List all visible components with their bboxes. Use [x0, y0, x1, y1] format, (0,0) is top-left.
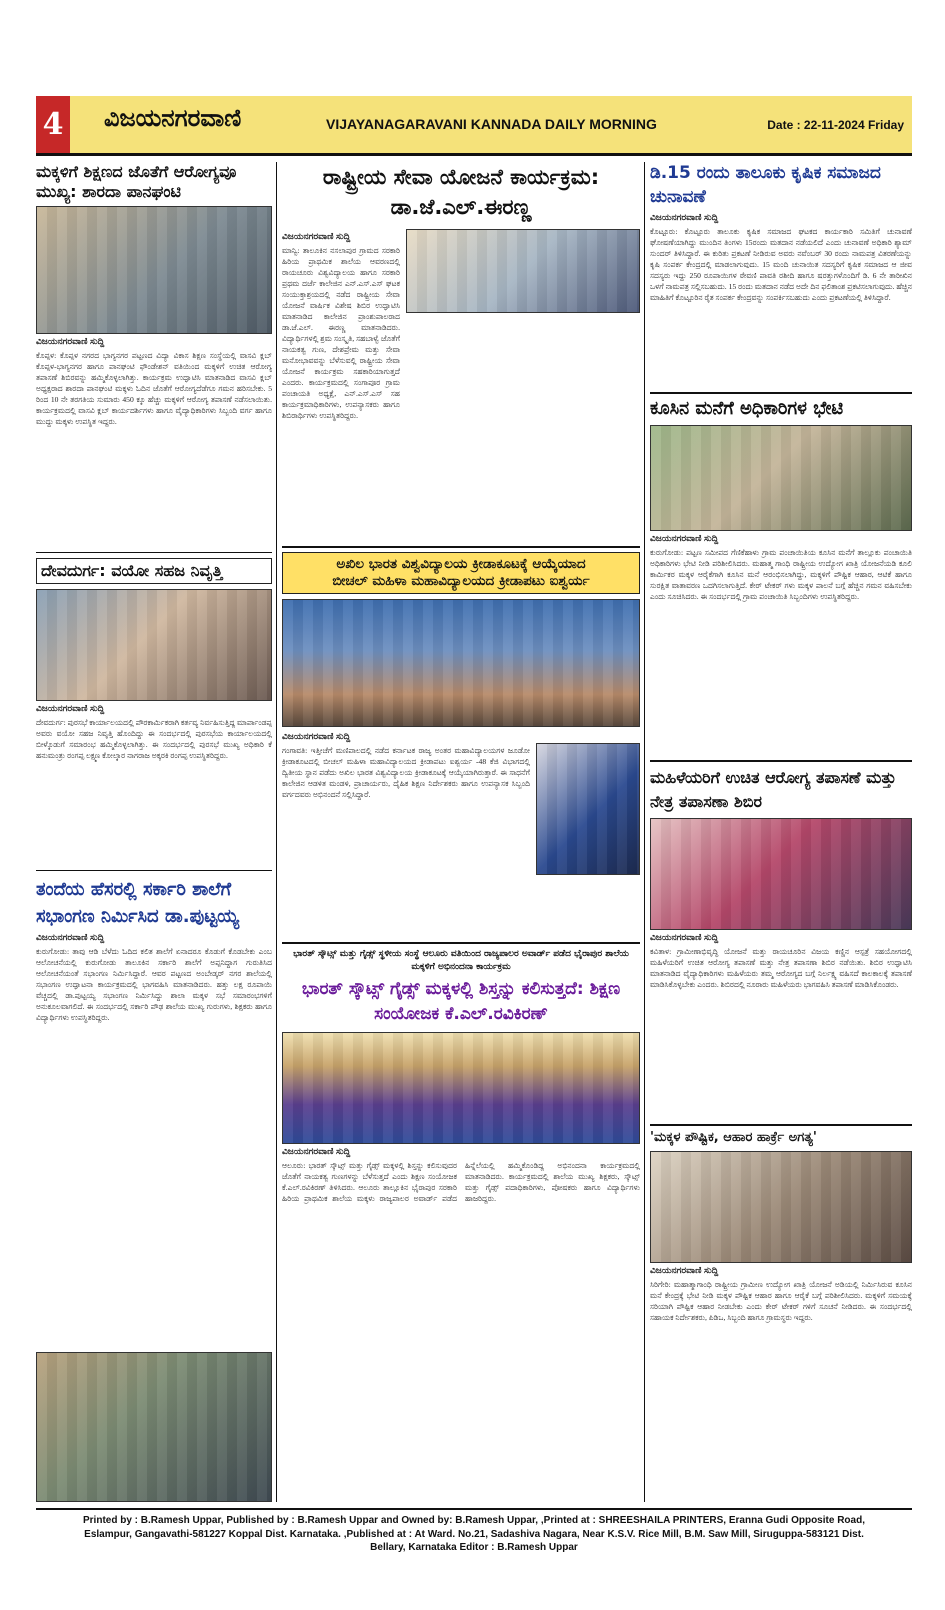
- article-body: ಸಿರಿಗೇರಿ: ಮಹಾತ್ಮಾಗಾಂಧಿ ರಾಷ್ಟ್ರೀಯ ಗ್ರಾಮೀಣ ಉದ್ಯೋಗ ಖಾತ್ರಿ ಯೋಜನೆ ಅಡಿಯಲ್ಲಿ ನಿರ್ಮಿಸಿರುವ ಕೂಸಿನ ಮನೆ ಕೇಂದ್ರಕ್ಕೆ ಭೇಟಿ ನೀಡಿ ಮಕ್ಕಳ ಪೌಷ್ಟಿಕ ಆಹಾರ ಹಾಗೂ ಆರೈಕೆ ಬಗ್ಗೆ ಪರಿಶೀಲಿಸಿದರು. ಮಕ್ಕಳಿಗೆ ಸಮಯಕ್ಕೆ ಸರಿಯಾಗಿ ಪೌಷ್ಟಿಕ ಆಹಾರ ನೀಡಬೇಕು ಎಂದು ಕೇರ್ ಟೇಕರ್ ಗಳಿಗೆ ಸೂಚನೆ ನೀಡಿದರು. ಈ ಸಂದರ್ಭದಲ್ಲಿ ಸಹಾಯಕ ನಿರ್ದೇಶಕರು, ಪಿಡಿಒ, ಸಿಬ್ಬಂದಿ ಹಾಗೂ ಗ್ರಾಮಸ್ಥರು ಇದ್ದರು.: [650, 1280, 912, 1323]
- article-byline: ವಿಜಯನಗರವಾಣಿ ಸುದ್ದಿ: [650, 532, 719, 543]
- article-body: ಕುರುಗೋಡು: ತಾವು ಆಡಿ ಬೆಳೆದು ಓದಿದ ಕಲಿತ ಶಾಲೆಗೆ ಏನಾದರೂ ಕೊಡುಗೆ ಕೊಡಬೇಕು ಎಂಬ ಆಲೋಚನೆಯಲ್ಲಿ ಕುರುಗೋಡು ತಾಲೂಕಿನ ಸರ್ಕಾರಿ ಶಾಲೆಗೆ ಅಪ್ಪನಿದ್ದಾಗ ಗುರುತಿಸಿದ ಆಲೋಚನೆಯಂತೆ ಸಭಾಂಗಣ ನಿರ್ಮಿಸಿದ್ದಾರೆ. ಆವರ ಪಟ್ಟಣದ ಅಂಬೇಡ್ಕರ್ ನಗರ ಶಾಲೆಯಲ್ಲಿ ಸಭಾಂಗಣ ಉದ್ಘಾಟನಾ ಕಾರ್ಯಕ್ರಮದಲ್ಲಿ ಭಾಗವಹಿಸಿ ಮಾತನಾಡಿದರು. ಹತ್ತು ಲಕ್ಷ ರೂಪಾಯಿ ವೆಚ್ಚದಲ್ಲಿ ಡಾ.ಪುಟ್ಟಯ್ಯ ಸಭಾಂಗಣ ನಿರ್ಮಿಸಿದ್ದು ಶಾಲಾ ಮಕ್ಕಳ ಸಭೆ ಸಮಾರಂಭಗಳಿಗೆ ಅನುಕೂಲವಾಗಲಿದೆ. ಈ ಸಂದರ್ಭದಲ್ಲಿ ಸರ್ಕಾರಿ ಪೌಢ ಶಾಲೆಯ ಮುಖ್ಯ ಗುರುಗಳು, ಶಿಕ್ಷಕರು ಹಾಗೂ ವಿದ್ಯಾರ್ಥಿಗಳು ಉಪಸ್ಥಿತರಿದ್ದರು.: [36, 947, 272, 1022]
- article-headline: ಅಖಿಲ ಭಾರತ ವಿಶ್ವವಿದ್ಯಾಲಯ ಕ್ರೀಡಾಕೂಟಕ್ಕೆ ಆಯ್ಕೆಯಾದ: [336, 556, 586, 572]
- article-nss: [282, 162, 640, 544]
- imprint-line: Eslampur, Gangavathi-581227 Koppal Dist. Karnataka. ,Published at : At Ward. No.21, Sadashiva Nagara, Near K.S.V. Rice Mill, B.M. Saw Mill, Siruguppa-583121 Dist.: [84, 1528, 864, 1540]
- masthead-title-english: VIJAYANAGARAVANI KANNADA DAILY MORNING: [326, 116, 657, 132]
- article-photo: [282, 599, 640, 727]
- article-kicker: ಭಾರತ್ ಸ್ಕೌಟ್ಸ್ ಮತ್ತು ಗೈಡ್ಸ್ ಸ್ಥಳೀಯ ಸಂಸ್ಥೆ ಆಲೂರು ವತಿಯಿಂದ ರಾಜ್ಯಪಾಲರ ಅವಾರ್ಡ್ ಪಡೆದ ಭೈರಾಪುರ ಶಾಲೆಯ ಮಕ್ಕಳಿಗೆ ಅಭಿನಂದನಾ ಕಾರ್ಯಕ್ರಮ: [293, 949, 629, 972]
- article-body: ಮಾನ್ವಿ: ತಾಲೂಕಿನ ನಸಲಾಪುರ ಗ್ರಾಮದ ಸರಕಾರಿ ಹಿರಿಯ ಪ್ರಾಥಮಿಕ ಶಾಲೆಯ ಆವರಣದಲ್ಲಿ ರಾಯಚೂರು ವಿಶ್ವವಿದ್ಯಾಲಯ ಹಾಗೂ ಸರಕಾರಿ ಪ್ರಥಮ ದರ್ಜೆ ಕಾಲೇಜಿನ ಎನ್.ಎಸ್.ಎಸ್ ಘಟಕ ಸಂಯುಕ್ತಾಶ್ರಯದಲ್ಲಿ ನಡೆದ ರಾಷ್ಟ್ರೀಯ ಸೇವಾ ಯೋಜನೆ ವಾರ್ಷಿಕ ವಿಶೇಷ ಶಿಬಿರ ಉದ್ಘಾಟಿಸಿ ಮಾತನಾಡಿದ ಕಾಲೇಜಿನ ಪ್ರಾಂಶುಪಾಲರಾದ ಡಾ.ಜೆ.ಎಲ್. ಈರಣ್ಣ ಮಾತನಾಡಿದರು. ವಿದ್ಯಾರ್ಥಿಗಳಲ್ಲಿ ಶ್ರಮ ಸಂಸ್ಕೃತಿ, ಸಹಬಾಳ್ವೆ ಜೊತೆಗೆ ನಾಯಕತ್ವ ಗುಣ, ದೇಶಪ್ರೇಮ ಮತ್ತು ಸೇವಾ ಮನೋಭಾವವನ್ನು ಬೆಳೆಸುವಲ್ಲಿ ರಾಷ್ಟ್ರೀಯ ಸೇವಾ ಯೋಜನೆ ಕಾರ್ಯಕ್ರಮ ಸಹಕಾರಿಯಾಗುತ್ತದೆ ಎಂದರು. ಕಾರ್ಯಕ್ರಮದಲ್ಲಿ ಸಂಗಾಪೂರ ಗ್ರಾಮ ಪಂಚಾಯತಿ ಅಧ್ಯಕ್ಷೆ, ಎನ್.ಎಸ್.ಎಸ್ ಸಹ ಕಾರ್ಯಕ್ರಮಾಧಿಕಾರಿಗಳು, ಉಪನ್ಯಾಸಕರು ಹಾಗೂ ಶಿಬಿರಾರ್ಥಿಗಳು ಉಪಸ್ಥಿತರಿದ್ದರು.: [282, 245, 400, 420]
- article-headline: ಕೂಸಿನ ಮನೆಗೆ ಅಧಿಕಾರಿಗಳ ಭೇಟಿ: [650, 398, 844, 419]
- article-body: ಕುರುಗೋಡು: ಪಟ್ಟಣ ಸಮೀಪದ ಗೆಣಿಕೆಹಾಳು ಗ್ರಾಮ ಪಂಚಾಯಿತಿಯ ಕೂಸಿನ ಮನೆಗೆ ತಾಲ್ಲೂಕು ಪಂಚಾಯಿತಿ ಅಧಿಕಾರಿಗಳು ಭೇಟಿ ನೀಡಿ ಪರಿಶೀಲಿಸಿದರು. ಮಹಾತ್ಮ ಗಾಂಧಿ ರಾಷ್ಟ್ರೀಯ ಉದ್ಯೋಗ ಖಾತ್ರಿ ಯೋಜನೆಯಡಿ ಕೂಲಿ ಕಾರ್ಮಿಕರ ಮಕ್ಕಳ ಆರೈಕೆಗಾಗಿ ಕೂಸಿನ ಮನೆ ಆರಂಭಿಸಲಾಗಿದ್ದು, ಮಕ್ಕಳಿಗೆ ಪೌಷ್ಟಿಕ ಆಹಾರ, ಆಟಿಕೆ ಹಾಗೂ ಸುರಕ್ಷಿತ ವಾತಾವರಣ ಒದಗಿಸಲಾಗುತ್ತಿದೆ. ಕೇರ್ ಟೇಕರ್ ಗಳು ಮಕ್ಕಳ ಪಾಲನೆ ಬಗ್ಗೆ ಹೆಚ್ಚಿನ ಗಮನ ವಹಿಸಬೇಕು ಎಂದು ಸೂಚಿಸಿದರು. ಈ ಸಂದರ್ಭದಲ್ಲಿ ಗ್ರಾಮ ಪಂಚಾಯಿತಿ ಸಿಬ್ಬಂದಿಗಳು ಉಪಸ್ಥಿತರಿದ್ದರು.: [650, 547, 912, 601]
- article-photo: [650, 818, 912, 930]
- article-headline: 'ಮಕ್ಕಳ ಪೌಷ್ಟಿಕ, ಆಹಾರ ಹಾರ್ಕ್ರೆ ಅಗತ್ಯ': [650, 1130, 817, 1145]
- article-body: ಕವಿತಾಳ: ಗ್ರಾಮೀಣಾಭಿವೃದ್ಧಿ ಯೋಜನೆ ಮತ್ತು ರಾಯಚೂರಿನ ವಿಜಯ ಕಣ್ಣಿನ ಆಸ್ಪತ್ರೆ ಸಹಯೋಗದಲ್ಲಿ ಮಹಿಳೆಯರಿಗೆ ಉಚಿತ ಆರೋಗ್ಯ ತಪಾಸಣೆ ಮತ್ತು ನೇತ್ರ ತಪಾಸಣಾ ಶಿಬಿರ ನಡೆಯಿತು. ಶಿಬಿರ ಉದ್ಘಾಟಿಸಿ ಮಾತನಾಡಿದ ವೈದ್ಯಾಧಿಕಾರಿಗಳು ಮಹಿಳೆಯರು ತಮ್ಮ ಆರೋಗ್ಯದ ಬಗ್ಗೆ ನಿರ್ಲಕ್ಷ್ಯ ವಹಿಸದೆ ಕಾಲಕಾಲಕ್ಕೆ ತಪಾಸಣೆ ಮಾಡಿಸಿಕೊಳ್ಳಬೇಕು ಎಂದರು. ಶಿಬಿರದಲ್ಲಿ ನೂರಾರು ಮಹಿಳೆಯರು ಭಾಗವಹಿಸಿ ತಪಾಸಣೆ ಮಾಡಿಸಿಕೊಂಡರು.: [650, 947, 912, 989]
- article-photo: [36, 589, 272, 701]
- article-headline: ಡಿ.15 ರಂದು ತಾಲೂಕು ಕೃಷಿಕ ಸಮಾಜದ ಚುನಾವಣೆ: [650, 163, 881, 207]
- article-byline: ವಿಜಯನಗರವಾಣಿ ಸುದ್ದಿ: [36, 336, 105, 346]
- section-rule: [282, 942, 640, 944]
- section-rule: [650, 392, 912, 394]
- article-body: ಆಲೂರು: ಭಾರತ್ ಸ್ಕೌಟ್ಸ್ ಮತ್ತು ಗೈಡ್ಸ್ ಮಕ್ಕಳಲ್ಲಿ ಶಿಸ್ತನ್ನು ಕಲಿಸುವುದರ ಜೊತೆಗೆ ನಾಯಕತ್ವ ಗುಣಗಳನ್ನು ಬೆಳೆಸುತ್ತದೆ ಎಂದು ಶಿಕ್ಷಣ ಸಂಯೋಜಕ ಕೆ.ಎಲ್.ರವಿಕಿರಣ್ ತಿಳಿಸಿದರು. ಆಲೂರು ತಾಲ್ಲೂಕಿನ ಭೈರಾಪುರ ಸರಕಾರಿ ಹಿರಿಯ ಪ್ರಾಥಮಿಕ ಶಾಲೆಯ ಮಕ್ಕಳು ರಾಜ್ಯಪಾಲರ ಅವಾರ್ಡ್ ಪಡೆದ ಹಿನ್ನೆಲೆಯಲ್ಲಿ ಹಮ್ಮಿಕೊಂಡಿದ್ದ ಅಭಿನಂದನಾ ಕಾರ್ಯಕ್ರಮದಲ್ಲಿ ಮಾತನಾಡಿದರು. ಕಾರ್ಯಕ್ರಮದಲ್ಲಿ ಶಾಲೆಯ ಮುಖ್ಯ ಶಿಕ್ಷಕರು, ಸ್ಕೌಟ್ಸ್ ಮತ್ತು ಗೈಡ್ಸ್ ಪದಾಧಿಕಾರಿಗಳು, ಪೋಷಕರು ಹಾಗೂ ವಿದ್ಯಾರ್ಥಿಗಳು ಹಾಜರಿದ್ದರು.: [282, 1161, 640, 1204]
- article-headline: ಮಹಿಳೆಯರಿಗೆ ಉಚಿತ ಆರೋಗ್ಯ ತಪಾಸಣೆ ಮತ್ತು ನೇತ್ರ ತಪಾಸಣಾ ಶಿಬಿರ: [650, 768, 897, 811]
- masthead: [36, 96, 912, 156]
- article-headline: ಭಾರತ್ ಸ್ಕೌಟ್ಸ್ ಗೈಡ್ಸ್ ಮಕ್ಕಳಲ್ಲಿ ಶಿಸ್ತನ್ನು ಕಲಿಸುತ್ತದೆ: ಶಿಕ್ಷಣ ಸಂಯೋಜಕ ಕೆ.ಎಲ್.ರವಿಕಿರಣ್: [301, 979, 621, 1024]
- article-body: ಕೊಟ್ಟೂರು: ಕೊಟ್ಟೂರು ತಾಲೂಕು ಕೃಷಿಕ ಸಮಾಜದ ಘಟಕದ ಕಾರ್ಯಕಾರಿ ಸಮಿತಿಗೆ ಚುನಾವಣೆ ಘೋಷಣೆಯಾಗಿದ್ದು ಮುಂದಿನ ತಿಂಗಳು 15ರಂದು ಮತದಾನ ನಡೆಯಲಿದೆ ಎಂದು ಚುನಾವಣೆ ಅಧಿಕಾರಿ ಶ್ಯಾಮ್ ಸುಂದರ್ ತಿಳಿಸಿದ್ದಾರೆ. ಈ ಕುರಿತು ಪ್ರಕಟಣೆ ನೀಡಿರುವ ಅವರು ನವೆಂಬರ್ 30 ರಂದು ನಾಮಪತ್ರ ವಿತರಣೆಯನ್ನು ಕೃಷಿ ಸಂಪರ್ಕ ಕೇಂದ್ರದಲ್ಲಿ ಮಾಡಲಾಗುವುದು. 15 ಮಂದಿ ಚುನಾಯಿತ ಸದಸ್ಯರಿಗೆ ಕೃಷಿಕ ಸಮಾಜದ ಆ ಜೀವ ಸದಸ್ಯರು ಇದ್ದು 250 ರೂಪಾಯಿಗಳ ಠೇವಣಿ ಪಾವತಿ ರಶೀದಿ ಹಾಗೂ ಷರತ್ತುಗಳೊಂದಿಗೆ ಡಿ. 6 ನೇ ತಾರೀಖಿನ ಒಳಗೆ ನಾಮಪತ್ರ ಸಲ್ಲಿಸಬಹುದು. 15 ರಂದು ಮತದಾನ ನಡೆದ ಅದೇ ದಿನ ಫಲಿತಾಂಶ ಪ್ರಕಟಿಸಲಾಗುವುದು. ಹೆಚ್ಚಿನ ಮಾಹಿತಿಗೆ ಕೊಟ್ಟೂರಿನ ರೈತ ಸಂಪರ್ಕ ಕೇಂದ್ರವನ್ನು ಸಂಪರ್ಕಿಸಬಹುದು ಎಂದು ಪ್ರಕಟಣೆಯಲ್ಲಿ ತಿಳಿಸಿದ್ದಾರೆ.: [650, 226, 912, 302]
- section-rule: [36, 870, 272, 871]
- article-byline: ವಿಜಯನಗರವಾಣಿ ಸುದ್ದಿ: [36, 932, 105, 942]
- page-number: 4: [36, 96, 70, 153]
- article-photo: [36, 1352, 272, 1502]
- article-health-camp: [36, 162, 272, 550]
- article-photo: [650, 425, 912, 531]
- article-photo: [282, 1032, 640, 1144]
- article-headline-box: [282, 552, 640, 594]
- imprint-footer: [36, 1508, 912, 1555]
- article-headline: ಬೀಚಲ್ ಮಹಿಳಾ ಮಹಾವಿದ್ಯಾಲಯದ ಕ್ರೀಡಾಪಟು ಐಶ್ವರ್ಯ: [332, 572, 590, 589]
- article-kusina-mane: [650, 398, 912, 758]
- article-scouts: [282, 948, 640, 1504]
- article-womens-health: [650, 766, 912, 1122]
- section-rule: [282, 546, 640, 548]
- article-photo: [36, 206, 272, 334]
- article-byline: ವಿಜಯನಗರವಾಣಿ ಸುದ್ದಿ: [650, 211, 719, 222]
- article-school-hall: [36, 876, 272, 1504]
- article-body: ಗಂಗಾವತಿ: ಇತ್ತೀಚೆಗೆ ಮಣಿಪಾಲದಲ್ಲಿ ನಡೆದ ಕರ್ನಾಟಕ ರಾಜ್ಯ ಅಂತರ ಮಹಾವಿದ್ಯಾಲಯಗಳ ಜೂಡೋ ಕ್ರೀಡಾಕೂಟದಲ್ಲಿ ಬೀಚಲ್ ಮಹಿಳಾ ಮಹಾವಿದ್ಯಾಲಯದ ಕ್ರೀಡಾಪಟು ಐಶ್ವರ್ಯ -48 ಕೆಜಿ ವಿಭಾಗದಲ್ಲಿ ದ್ವಿತೀಯ ಸ್ಥಾನ ಪಡೆದು ಅಖಿಲ ಭಾರತ ವಿಶ್ವವಿದ್ಯಾಲಯ ಕ್ರೀಡಾಕೂಟಕ್ಕೆ ಆಯ್ಕೆಯಾಗಿರುತ್ತಾರೆ. ಈ ಸಾಧನೆಗೆ ಕಾಲೇಜಿನ ಆಡಳಿತ ಮಂಡಳಿ, ಪ್ರಾಚಾರ್ಯರು, ದೈಹಿಕ ಶಿಕ್ಷಣ ನಿರ್ದೇಶಕರು ಹಾಗೂ ಉಪನ್ಯಾಸಕ ಸಿಬ್ಬಂದಿ ವರ್ಗದವರು ಅಭಿನಂದನೆ ಸಲ್ಲಿಸಿದ್ದಾರೆ.: [282, 745, 530, 799]
- article-byline: ವಿಜಯನಗರವಾಣಿ ಸುದ್ದಿ: [282, 730, 351, 741]
- article-photo: [536, 743, 640, 875]
- article-byline: ವಿಜಯನಗರವಾಣಿ ಸುದ್ದಿ: [282, 1146, 351, 1157]
- article-byline: ವಿಜಯನಗರವಾಣಿ ಸುದ್ದಿ: [650, 1265, 719, 1276]
- article-athlete: [282, 552, 640, 940]
- section-rule: [650, 760, 912, 762]
- section-rule: [36, 552, 272, 553]
- masthead-date: Date : 22-11-2024 Friday: [767, 118, 904, 132]
- column-divider: [276, 162, 277, 1502]
- article-byline: ವಿಜಯನಗರವಾಣಿ ಸುದ್ದಿ: [650, 932, 719, 942]
- masthead-title-kannada: ವಿಜಯನಗರವಾಣಿ: [104, 104, 242, 132]
- article-body: ಕೊಪ್ಪಳ: ಕೊಪ್ಪಳ ನಗರದ ಭಾಗ್ಯನಗರ ಪಟ್ಟಣದ ವಿದ್ಯಾ ವಿಕಾಸ ಶಿಕ್ಷಣ ಸಂಸ್ಥೆಯಲ್ಲಿ ವಾಸವಿ ಕ್ಲಬ್ ಕೊಪ್ಪಳ-ಭಾಗ್ಯನಗರ ಹಾಗೂ ಪಾನಘಂಟಿ ಫೌಂಡೇಶನ್ ವತಿಯಿಂದ ಮಕ್ಕಳಿಗೆ ಉಚಿತ ಆರೋಗ್ಯ ತಪಾಸಣೆ ಶಿಬಿರವನ್ನು ಹಮ್ಮಿಕೊಳ್ಳಲಾಗಿತ್ತು. ಕಾರ್ಯಕ್ರಮ ಉದ್ಘಾಟಿಸಿ ಮಾತನಾಡಿದ ವಾಸವಿ ಕ್ಲಬ್ ಅಧ್ಯಕ್ಷರಾದ ಶಾರದಾ ಪಾನಘಂಟಿ ಮಕ್ಕಳು ಓದಿನ ಜೊತೆಗೆ ಆರೋಗ್ಯದೆಡೆಗೂ ಗಮನ ಹರಿಸಬೇಕು. 5 ರಿಂದ 10 ನೇ ತರಗತಿಯ ಸುಮಾರು 450 ಕ್ಕೂ ಹೆಚ್ಚು ಮಕ್ಕಳಿಗೆ ಆರೋಗ್ಯ ತಪಾಸಣೆ ನಡೆಸಲಾಯಿತು. ಕಾರ್ಯಕ್ರಮದಲ್ಲಿ ವಾಸವಿ ಕ್ಲಬ್ ಕಾರ್ಯದರ್ಶಿಗಳು ಹಾಗೂ ವೈದ್ಯಾಧಿಕಾರಿಗಳು ಸಿಬ್ಬಂದಿ ವರ್ಗ ಹಾಗೂ ಮುದ್ದು ಮಕ್ಕಳು ಉಪಸ್ಥಿತ ಇದ್ದರು.: [36, 351, 272, 426]
- article-farmers-election: [650, 162, 912, 388]
- article-byline: ವಿಜಯನಗರವಾಣಿ ಸುದ್ದಿ: [282, 230, 351, 241]
- article-headline: ದೇವದುರ್ಗ: ವಯೋ ಸಹಜ ನಿವೃತ್ತಿ: [36, 558, 272, 584]
- article-body: ದೇವದುರ್ಗ: ಪುರಸಭೆ ಕಾರ್ಯಾಲಯದಲ್ಲಿ ಪೌರಕಾರ್ಮಿಕರಾಗಿ ಕರ್ತವ್ಯ ನಿರ್ವಹಿಸುತ್ತಿದ್ದ ಮಾರ್ಪಾಂಡಪ್ಪ ಅವರು ವಯೋ ಸಹಜ ನಿವೃತ್ತಿ ಹೊಂದಿದ್ದು ಈ ಸಂದರ್ಭದಲ್ಲಿ ಪುರಸಭೆಯ ಕಾರ್ಯಾಲಯದಲ್ಲಿ ಬೀಳ್ಕೊಡುಗೆ ಸಮಾರಂಭ ಹಮ್ಮಿಕೊಳ್ಳಲಾಗಿತ್ತು. ಈ ಸಂದರ್ಭದಲ್ಲಿ ಪುರಸಭೆ ಮುಖ್ಯ ಅಧಿಕಾರಿ ಕೆ ಹನುಮಂತ್ರು ರಂಗಪ್ಪ ಲಕ್ಷ್ಮಣ ಕೋಲ್ಕಾರ ನಾಗರಾಜ ಅಕ್ಕರಕಿ ರಂಗಪ್ಪ ಉಪಸ್ಥಿತರಿದ್ದರು.: [36, 718, 272, 760]
- article-photo: [650, 1151, 912, 1263]
- newspaper-page: [36, 96, 912, 1553]
- section-rule: [650, 1124, 912, 1126]
- imprint-line: Printed by : B.Ramesh Uppar, Published by : B.Ramesh Uppar and Owned by: B.Ramesh Uppar, ,Printed at : SHREESHAILA PRINTERS, Eranna Gudi Opposite Road,: [83, 1515, 865, 1526]
- imprint-line: Bellary, Karnataka Editor : B.Ramesh Uppar: [370, 1542, 578, 1553]
- article-photo: [406, 229, 640, 313]
- article-retirement: [36, 558, 272, 868]
- article-byline: ವಿಜಯನಗರವಾಣಿ ಸುದ್ದಿ: [36, 703, 105, 713]
- article-nutrition: [650, 1130, 912, 1504]
- article-headline: ಮಕ್ಕಳಿಗೆ ಶಿಕ್ಷಣದ ಜೊತೆಗೆ ಆರೋಗ್ಯವೂ ಮುಖ್ಯ: ಶಾರದಾ ಪಾನಘಂಟಿ: [36, 162, 237, 201]
- column-divider: [644, 162, 645, 1502]
- article-headline: ತಂದೆಯ ಹೆಸರಲ್ಲಿ ಸರ್ಕಾರಿ ಶಾಲೆಗೆ ಸಭಾಂಗಣ ನಿರ್ಮಿಸಿದ ಡಾ.ಪುಟ್ಟಯ್ಯ: [36, 879, 240, 927]
- article-headline: ರಾಷ್ಟ್ರೀಯ ಸೇವಾ ಯೋಜನೆ ಕಾರ್ಯಕ್ರಮ: ಡಾ.ಜೆ.ಎಲ್.ಈರಣ್ಣ: [322, 165, 600, 220]
